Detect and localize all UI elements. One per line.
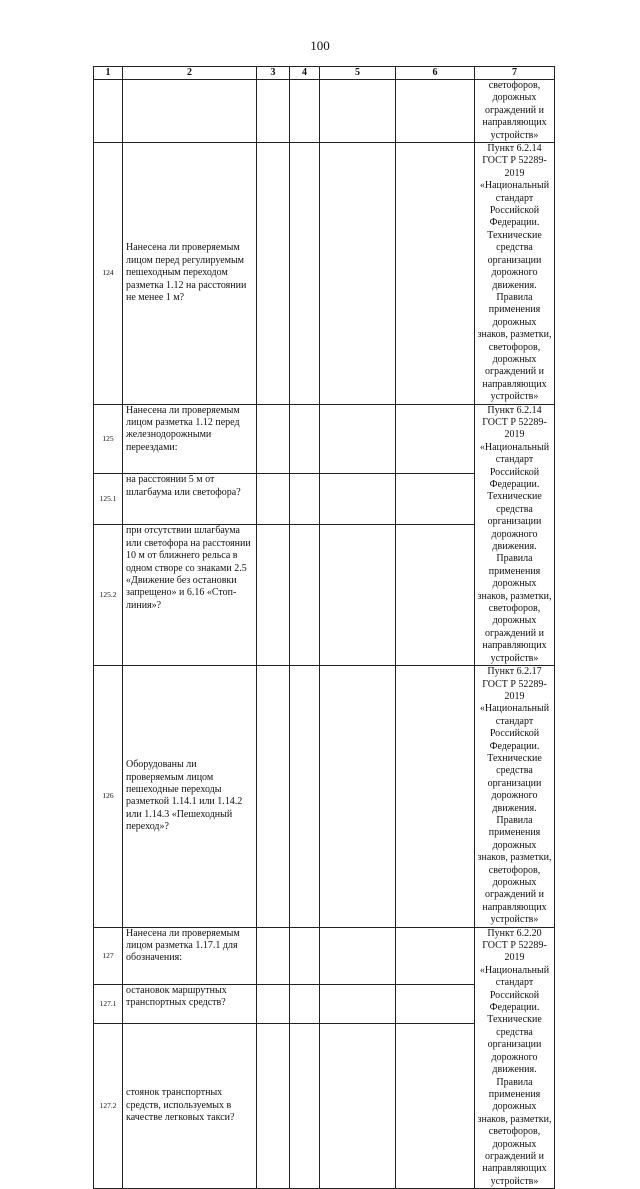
row-question [123, 80, 257, 143]
row-number: 125 [94, 404, 123, 474]
empty-cell [320, 985, 396, 1024]
empty-cell [257, 666, 290, 928]
row-norm: светофоров, дорожных ограждений и направляющих устройств» [475, 80, 555, 143]
row-number: 126 [94, 666, 123, 928]
empty-cell [320, 666, 396, 928]
header-cell-5: 5 [320, 67, 396, 80]
row-norm: Пункт 6.2.14 ГОСТ Р 52289-2019 «Национальный стандарт Российской Федерации. Технические средства организации дорожного движения. Правила применения дорожных знаков, разметки, светофоров, дорожных ограждений и направляющих устройств» [475, 404, 555, 666]
empty-cell [290, 404, 320, 474]
empty-cell [290, 474, 320, 525]
row-norm: Пункт 6.2.20 ГОСТ Р 52289-2019 «Национальный стандарт Российской Федерации. Технические средства организации дорожного движения. Правила применения дорожных знаков, разметки, светофоров, дорожных ограждений и направляющих устройств» [475, 927, 555, 1189]
empty-cell [257, 525, 290, 666]
row-number: 127 [94, 927, 123, 984]
empty-cell [396, 143, 475, 405]
empty-cell [320, 404, 396, 474]
row-norm: Пункт 6.2.14 ГОСТ Р 52289-2019 «Национальный стандарт Российской Федерации. Технические средства организации дорожного движения. Правила применения дорожных знаков, разметки, светофоров, дорожных ограждений и направляющих устройств» [475, 143, 555, 405]
empty-cell [257, 1023, 290, 1188]
empty-cell [396, 666, 475, 928]
row-question: Оборудованы ли проверяемым лицом пешеходные переходы разметкой 1.14.1 или 1.14.2 или 1.14.3 «Пешеходный переход»? [123, 666, 257, 928]
row-question: Нанесена ли проверяемым лицом перед регулируемым пешеходным переходом разметка 1.12 на расстоянии не менее 1 м? [123, 143, 257, 405]
row-question: при отсутствии шлагбаума или светофора на расстоянии 10 м от ближнего рельса в одном створе со знаками 2.5 «Движение без остановки запрещено» и 6.16 «Стоп-линия»? [123, 525, 257, 666]
page-number: 100 [310, 38, 330, 53]
header-cell-6: 6 [396, 67, 475, 80]
empty-cell [257, 80, 290, 143]
empty-cell [290, 525, 320, 666]
empty-cell [396, 80, 475, 143]
empty-cell [290, 80, 320, 143]
empty-cell [320, 1023, 396, 1188]
header-cell-3: 3 [257, 67, 290, 80]
row-norm: Пункт 6.2.17 ГОСТ Р 52289-2019 «Национальный стандарт Российской Федерации. Технические средства организации дорожного движения. Правила применения дорожных знаков, разметки, светофоров, дорожных ограждений и направляющих устройств» [475, 666, 555, 928]
empty-cell [396, 525, 475, 666]
empty-cell [396, 985, 475, 1024]
empty-cell [257, 404, 290, 474]
table-row [94, 666, 555, 928]
row-number: 127.2 [94, 1023, 123, 1188]
empty-cell [396, 1023, 475, 1188]
row-question: остановок маршрутных транспортных средств? [123, 985, 257, 1024]
empty-cell [257, 474, 290, 525]
empty-cell [396, 404, 475, 474]
empty-cell [320, 525, 396, 666]
empty-cell [320, 474, 396, 525]
header-cell-1: 1 [94, 67, 123, 80]
table-row [94, 80, 555, 143]
empty-cell [257, 143, 290, 405]
empty-cell [396, 927, 475, 984]
row-question: стоянок транспортных средств, используемых в качестве легковых такси? [123, 1023, 257, 1188]
empty-cell [290, 143, 320, 405]
row-number [94, 80, 123, 143]
empty-cell [290, 1023, 320, 1188]
table-row [94, 404, 555, 474]
header-cell-4: 4 [290, 67, 320, 80]
row-number: 125.1 [94, 474, 123, 525]
empty-cell [320, 80, 396, 143]
row-number: 125.2 [94, 525, 123, 666]
row-number: 127.1 [94, 985, 123, 1024]
table-row [94, 927, 555, 984]
header-cell-7: 7 [475, 67, 555, 80]
empty-cell [396, 474, 475, 525]
checklist-table [93, 66, 555, 1189]
row-question: Нанесена ли проверяемым лицом разметка 1.12 перед железнодорожными переездами: [123, 404, 257, 474]
empty-cell [320, 927, 396, 984]
empty-cell [257, 927, 290, 984]
empty-cell [320, 143, 396, 405]
row-number: 124 [94, 143, 123, 405]
header-row [94, 67, 555, 80]
table-row [94, 143, 555, 405]
header-cell-2: 2 [123, 67, 257, 80]
empty-cell [290, 927, 320, 984]
empty-cell [257, 985, 290, 1024]
empty-cell [290, 666, 320, 928]
row-question: Нанесена ли проверяемым лицом разметка 1.17.1 для обозначения: [123, 927, 257, 984]
row-question: на расстоянии 5 м от шлагбаума или светофора? [123, 474, 257, 525]
empty-cell [290, 985, 320, 1024]
